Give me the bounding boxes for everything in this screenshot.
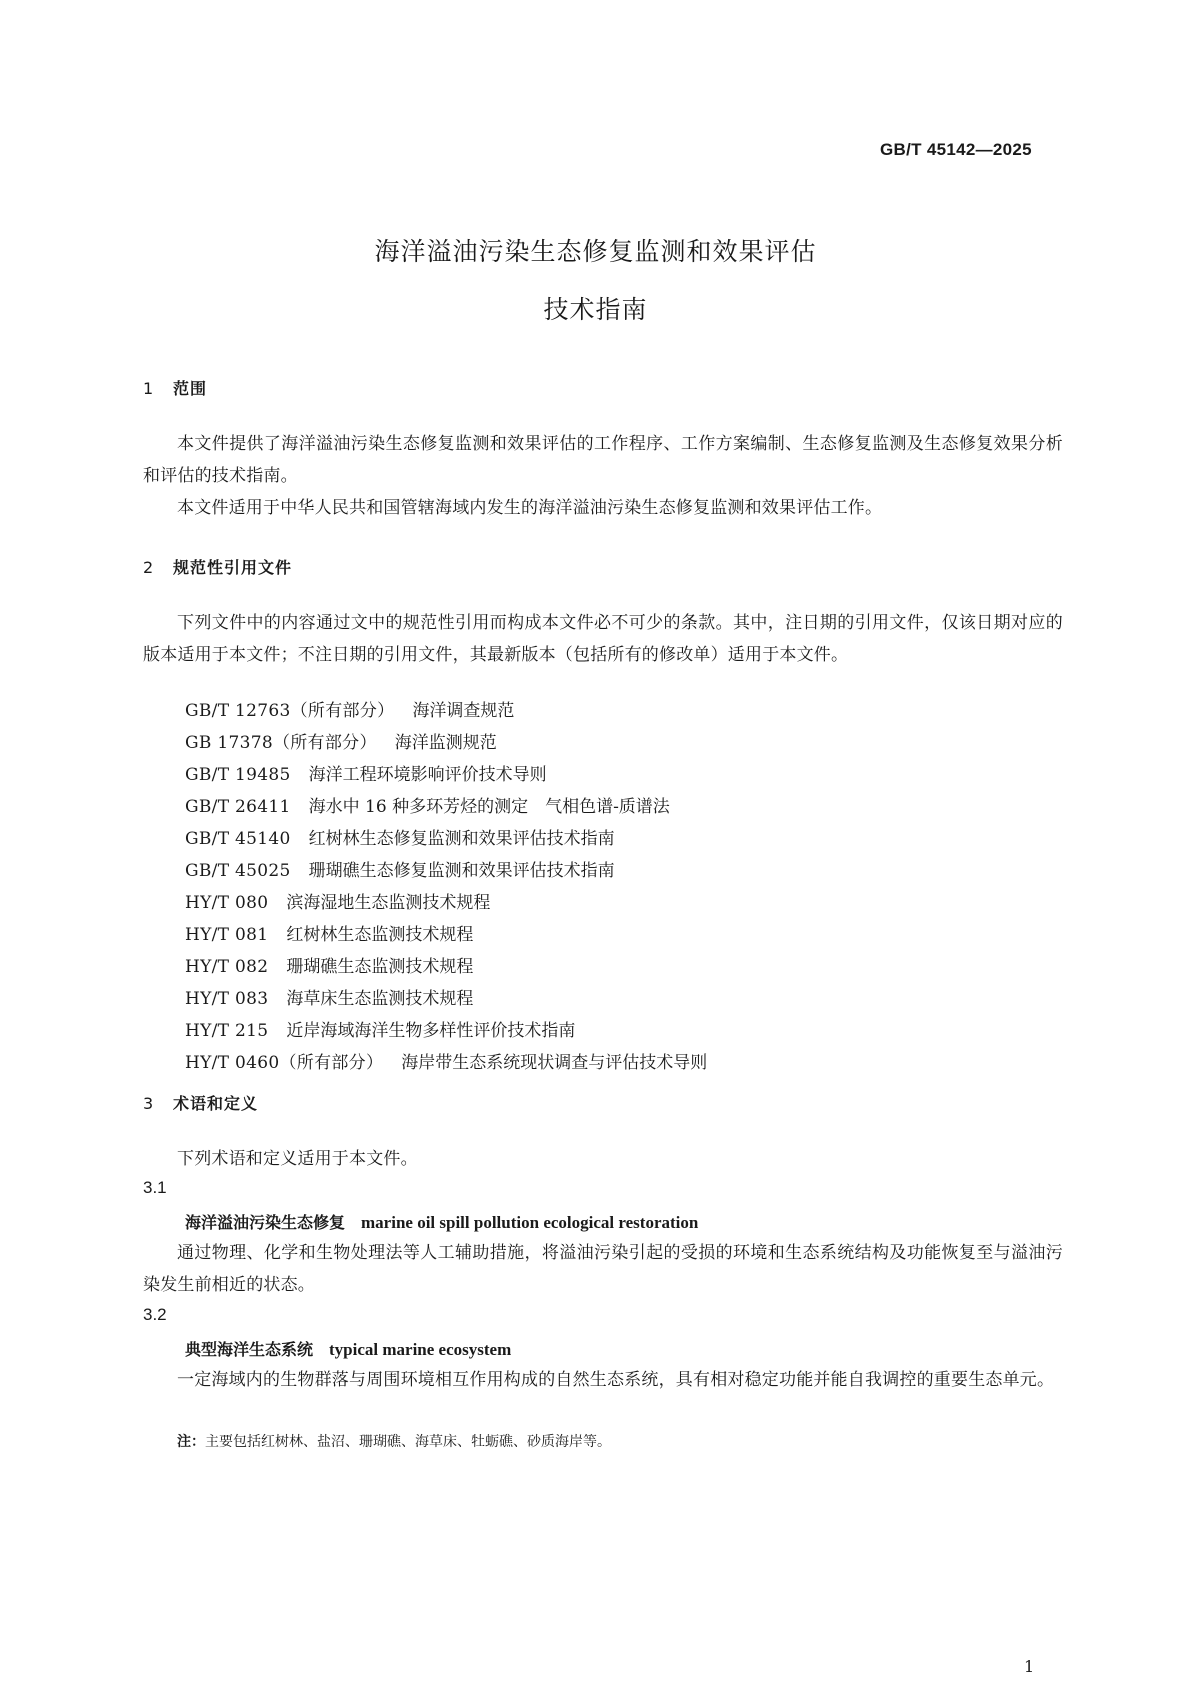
reference-title: 红树林生态修复监测和效果评估技术指南 (308, 829, 615, 849)
term-chinese: 典型海洋生态系统 (185, 1340, 314, 1359)
term-definition: 通过物理、化学和生物处理法等人工辅助措施，将溢油污染引起的受损的环境和生态系统结构及功能恢复至与溢油污染发生前相近的状态。 (143, 1243, 1063, 1295)
reference-item (185, 823, 707, 855)
reference-code: GB/T 45025 (185, 861, 291, 881)
document-title-line-2: 技术指南 (543, 295, 648, 324)
term-chinese: 海洋溢油污染生态修复 (185, 1213, 346, 1232)
normative-references-intro: 下列文件中的内容通过文中的规范性引用而构成本文件必不可少的条款。其中，注日期的引用文件，仅该日期对应的版本适用于本文件；不注日期的引用文件，其最新版本（包括所有的修改单）适用于本文件。 (143, 613, 1063, 665)
terms-intro: 下列术语和定义适用于本文件。 (177, 1149, 418, 1169)
reference-code: HY/T 082 (185, 957, 269, 977)
reference-title: 珊瑚礁生态修复监测和效果评估技术指南 (308, 861, 615, 881)
reference-code: HY/T 083 (185, 989, 269, 1009)
scope-paragraph-1: 本文件提供了海洋溢油污染生态修复监测和效果评估的工作程序、工作方案编制、生态修复监测及生态修复效果分析和评估的技术指南。 (143, 434, 1063, 486)
reference-title: 海水中 16 种多环芳烃的测定 气相色谱-质谱法 (308, 797, 670, 817)
section-heading-normative-references (143, 555, 292, 578)
reference-title: 滨海湿地生态监测技术规程 (286, 893, 491, 913)
reference-title: 海草床生态监测技术规程 (286, 989, 474, 1009)
section-heading-terms (143, 1091, 258, 1114)
term-heading (185, 1210, 698, 1233)
reference-item (185, 759, 707, 791)
reference-code: HY/T 081 (185, 925, 269, 945)
clause-number: 3.2 (143, 1305, 167, 1324)
reference-title: 海岸带生态系统现状调查与评估技术导则 (401, 1053, 708, 1073)
page-number: 1 (1024, 1657, 1035, 1676)
section-number: 1 (143, 379, 155, 398)
term-english: marine oil spill pollution ecological restoration (361, 1213, 699, 1232)
reference-item (185, 1047, 707, 1079)
reference-item (185, 919, 707, 951)
reference-code: GB 17378（所有部分） (185, 733, 377, 753)
standard-code: GB/T 45142—2025 (880, 140, 1032, 159)
term-heading (185, 1337, 511, 1360)
reference-item (185, 791, 707, 823)
reference-code: HY/T 215 (185, 1021, 269, 1041)
reference-code: GB/T 19485 (185, 765, 291, 785)
reference-code: GB/T 45140 (185, 829, 291, 849)
reference-item (185, 727, 707, 759)
reference-item (185, 855, 707, 887)
reference-code: GB/T 26411 (185, 797, 291, 817)
term-definition: 一定海域内的生物群落与周围环境相互作用构成的自然生态系统，具有相对稳定功能并能自我调控的重要生态单元。 (177, 1370, 1055, 1390)
section-number: 2 (143, 558, 155, 577)
reference-title: 红树林生态监测技术规程 (286, 925, 474, 945)
term-note (177, 1431, 611, 1451)
reference-code: HY/T 0460（所有部分） (185, 1053, 384, 1073)
reference-title: 近岸海域海洋生物多样性评价技术指南 (286, 1021, 576, 1041)
scope-paragraph-2: 本文件适用于中华人民共和国管辖海域内发生的海洋溢油污染生态修复监测和效果评估工作。 (177, 498, 883, 518)
section-title: 规范性引用文件 (173, 558, 293, 577)
reference-list (185, 695, 707, 1079)
note-text: 主要包括红树林、盐沼、珊瑚礁、海草床、牡蛎礁、砂质海岸等。 (205, 1434, 611, 1450)
section-title: 术语和定义 (173, 1094, 259, 1113)
section-heading-scope (143, 376, 207, 399)
document-title-line-1: 海洋溢油污染生态修复监测和效果评估 (374, 237, 817, 266)
reference-code: HY/T 080 (185, 893, 269, 913)
reference-item (185, 695, 707, 727)
reference-title: 珊瑚礁生态监测技术规程 (286, 957, 474, 977)
reference-item (185, 951, 707, 983)
clause-number: 3.1 (143, 1178, 167, 1197)
section-title: 范围 (173, 379, 208, 398)
reference-item (185, 887, 707, 919)
reference-item (185, 1015, 707, 1047)
note-label: 注： (177, 1434, 205, 1450)
reference-title: 海洋调查规范 (412, 701, 515, 721)
reference-item (185, 983, 707, 1015)
reference-title: 海洋工程环境影响评价技术导则 (308, 765, 547, 785)
section-number: 3 (143, 1094, 155, 1113)
reference-title: 海洋监测规范 (394, 733, 497, 753)
term-english: typical marine ecosystem (329, 1340, 512, 1359)
reference-code: GB/T 12763（所有部分） (185, 701, 395, 721)
